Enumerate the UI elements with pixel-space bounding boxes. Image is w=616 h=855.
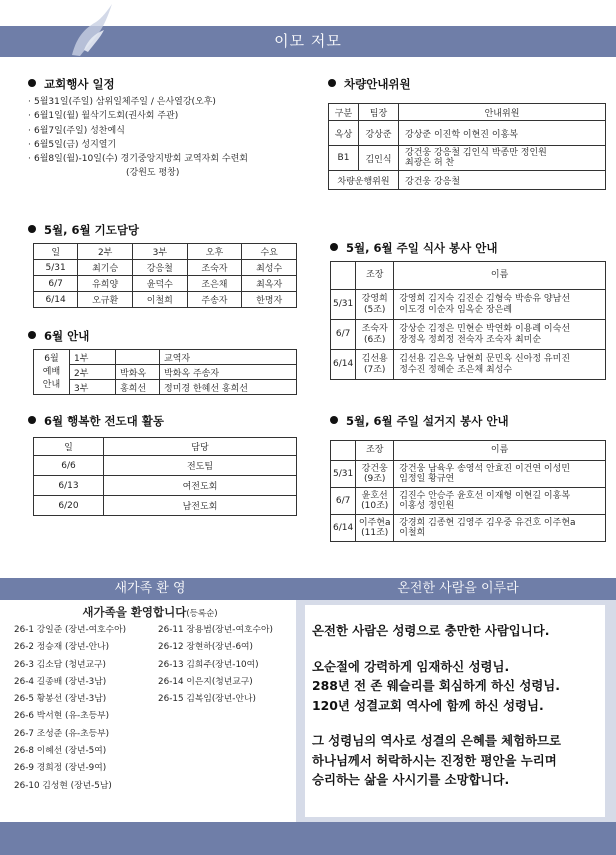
list-item: 26-5 황봉선 (장년-3남) bbox=[14, 694, 107, 705]
parking-title-text: 차량안내위원 bbox=[344, 77, 411, 91]
table-header-cell: 오후 bbox=[187, 244, 242, 260]
table-header-cell: 담당 bbox=[104, 438, 297, 456]
table-cell: 6/20 bbox=[34, 496, 104, 516]
table-cell: 5/31 bbox=[331, 461, 356, 488]
table-cell: 조숙자 (6조) bbox=[356, 320, 394, 350]
dish-table bbox=[330, 440, 606, 542]
table-header-cell: 조장 bbox=[356, 441, 394, 461]
table-cell: 윤호선 (10조) bbox=[356, 488, 394, 515]
table-row bbox=[34, 260, 297, 276]
table-cell: 오규환 bbox=[78, 292, 133, 308]
table-row bbox=[331, 515, 606, 542]
table-cell: 강건웅 강응철 bbox=[399, 171, 606, 190]
table-cell: 주송자 bbox=[187, 292, 242, 308]
prayer-title-text: 5월, 6월 기도담당 bbox=[44, 223, 140, 237]
list-item: 26-3 김소담 (청년교구) bbox=[14, 659, 106, 670]
page-title: 이모 저모 bbox=[274, 32, 342, 50]
table-header-cell: 3부 bbox=[132, 244, 187, 260]
message-line: 하나님께서 허락하시는 진정한 평안을 누리며 bbox=[312, 752, 557, 768]
table-cell: 강응철 bbox=[132, 260, 187, 276]
prayer-section-title bbox=[28, 222, 139, 238]
list-item: 26-15 김복임(장년-안나) bbox=[158, 694, 256, 705]
table-cell: 강상준 bbox=[359, 121, 399, 146]
welcome-heading-text: 새가족을 환영합니다 bbox=[82, 605, 187, 619]
table-cell: 이철희 bbox=[132, 292, 187, 308]
welcome-bar: 새가족 환 영 bbox=[0, 578, 300, 600]
june-title-text: 6월 안내 bbox=[44, 329, 90, 343]
prayer-table bbox=[33, 243, 297, 308]
table-cell: 6/7 bbox=[331, 320, 356, 350]
table-cell: 6/14 bbox=[331, 515, 356, 542]
table-row bbox=[329, 146, 606, 171]
table-header-row bbox=[331, 262, 606, 290]
dish-section-title bbox=[330, 413, 509, 429]
list-item: 26-10 김성현 (장년-5남) bbox=[14, 780, 112, 791]
event-item: · 6월8일(월)-10일(수) 경기중앙지방회 교역자회 수련회 bbox=[28, 152, 298, 166]
table-cell: 이주현a (11조) bbox=[356, 515, 394, 542]
table-header-cell: 일 bbox=[34, 244, 78, 260]
table-cell: 6/7 bbox=[331, 488, 356, 515]
list-item: 26-11 장용범(장년-여호수아) bbox=[158, 625, 273, 635]
table-cell: 강영희 (5조) bbox=[356, 290, 394, 320]
table-row bbox=[34, 350, 297, 365]
table-cell: 한명자 bbox=[242, 292, 297, 308]
list-item: 26-4 길종배 (장년-3남) bbox=[14, 676, 107, 687]
event-item: · 6월7일(주일) 성찬예식 bbox=[28, 124, 298, 138]
table-cell: B1 bbox=[329, 146, 359, 171]
table-header-cell: 수요 bbox=[242, 244, 297, 260]
spirit-message bbox=[312, 621, 606, 790]
table-cell: 김인식 bbox=[359, 146, 399, 171]
event-subnote: (강원도 평창) bbox=[126, 168, 180, 179]
table-row bbox=[34, 365, 297, 380]
table-row bbox=[34, 276, 297, 292]
events-title-text: 교회행사 일정 bbox=[44, 77, 115, 91]
mission-section-title bbox=[28, 413, 164, 429]
table-cell: 강상준 이진학 이현진 이홍복 bbox=[399, 121, 606, 146]
table-header-row bbox=[34, 244, 297, 260]
table-cell: 조은채 bbox=[187, 276, 242, 292]
table-cell: 강경희 김종현 김영주 김우중 유건호 이주현a 이철희 bbox=[394, 515, 606, 542]
table-cell: 최옥자 bbox=[242, 276, 297, 292]
table-cell: 강건웅 (9조) bbox=[356, 461, 394, 488]
bullet-icon bbox=[28, 79, 36, 87]
table-cell: 차량운행위원 bbox=[329, 171, 399, 190]
table-cell: 5/31 bbox=[34, 260, 78, 276]
bullet-icon bbox=[28, 225, 36, 233]
table-row bbox=[331, 350, 606, 380]
list-item: 26-7 조성준 (유-초등부) bbox=[14, 728, 110, 739]
meal-section-title bbox=[330, 240, 497, 256]
table-cell: 홍희선 bbox=[116, 380, 160, 395]
meal-table bbox=[330, 261, 606, 380]
list-item: 26-1 강일준 (장년-여호수아) bbox=[14, 625, 127, 635]
list-item: 26-2 정승재 (장년-안나) bbox=[14, 642, 110, 653]
message-line: 승리하는 삶을 사시기를 소망합니다. bbox=[312, 772, 510, 787]
newcomers-list-left bbox=[14, 622, 159, 795]
dish-title-text: 5월, 6월 주일 설거지 봉사 안내 bbox=[346, 414, 509, 428]
june-worship-table bbox=[33, 349, 297, 395]
table-cell: 6/7 bbox=[34, 276, 78, 292]
table-row bbox=[34, 456, 297, 476]
table-header-cell: 이름 bbox=[394, 262, 606, 290]
footer-bar bbox=[0, 822, 616, 855]
table-cell: 옥상 bbox=[329, 121, 359, 146]
list-item: 26-12 장현하(장년-6여) bbox=[158, 642, 253, 653]
welcome-heading-note: (등록순) bbox=[186, 609, 218, 619]
message-line: 그 성령님의 역사로 성결의 은혜를 체험하므로 bbox=[312, 733, 561, 748]
message-line: 120년 성결교회 역사에 함께 하신 성령님. bbox=[312, 697, 544, 713]
newcomers-list-right bbox=[158, 622, 298, 708]
parking-section-title bbox=[328, 76, 411, 92]
table-cell: 정미경 한혜선 홍희선 bbox=[160, 380, 297, 395]
table-cell: 6/6 bbox=[34, 456, 104, 476]
table-header-cell: 안내위원 bbox=[399, 104, 606, 121]
table-row bbox=[329, 171, 606, 190]
table-header-cell: 구분 bbox=[329, 104, 359, 121]
table-cell: 김선용 (7조) bbox=[356, 350, 394, 380]
welcome-heading bbox=[0, 604, 300, 620]
table-header-cell: 이름 bbox=[394, 441, 606, 461]
table-row bbox=[329, 121, 606, 146]
list-item: 26-14 이은지(청년교구) bbox=[158, 676, 253, 687]
spirit-bar: 온전한 사람을 이루라 bbox=[300, 578, 616, 600]
table-cell: 조숙자 bbox=[187, 260, 242, 276]
table-header-cell bbox=[331, 441, 356, 461]
table-cell: 최기승 bbox=[78, 260, 133, 276]
table-row bbox=[331, 461, 606, 488]
table-row bbox=[34, 496, 297, 516]
message-line: 288년 전 존 웨슬리를 회심하게 하신 성령님. bbox=[312, 678, 560, 693]
table-cell: 유희양 bbox=[78, 276, 133, 292]
table-header-row bbox=[34, 438, 297, 456]
table-header-row bbox=[331, 441, 606, 461]
june-label-cell: 6월 예배 안내 bbox=[34, 350, 70, 395]
table-header-cell: 2부 bbox=[78, 244, 133, 260]
table-row bbox=[331, 290, 606, 320]
table-cell: 강영희 김지숙 김진순 김형숙 박송유 양남선 이도경 이순자 임옥순 장은례 bbox=[394, 290, 606, 320]
bullet-icon bbox=[28, 331, 36, 339]
bullet-icon bbox=[330, 243, 338, 251]
list-item: 26-8 이혜선 (장년-5여) bbox=[14, 746, 107, 757]
table-cell: 전도팀 bbox=[104, 456, 297, 476]
event-item: · 6월1일(월) 월삭기도회(권사회 주관) bbox=[28, 109, 298, 123]
table-cell: 강건웅 강응철 김인식 박종만 정인원 최광은 허 찬 bbox=[399, 146, 606, 171]
table-cell: 김선용 김은옥 남현희 문민옥 신아정 유미진 정수진 정혜순 조은채 최성수 bbox=[394, 350, 606, 380]
list-item: 26-13 김희주(장년-10여) bbox=[158, 659, 259, 670]
table-row bbox=[34, 380, 297, 395]
june-section-title bbox=[28, 328, 89, 344]
mission-title-text: 6월 행복한 전도대 활동 bbox=[44, 414, 164, 428]
table-cell: 박화옥 주송자 bbox=[160, 365, 297, 380]
table-cell: 6/14 bbox=[331, 350, 356, 380]
table-cell: 1부 bbox=[70, 350, 116, 365]
table-cell: 강건웅 남육우 송영석 안효진 이건연 이성민 임정일 황규연 bbox=[394, 461, 606, 488]
events-section-title bbox=[28, 76, 115, 92]
bullet-icon bbox=[328, 79, 336, 87]
table-row bbox=[34, 292, 297, 308]
message-gap bbox=[312, 641, 606, 657]
table-cell bbox=[116, 350, 160, 365]
meal-title-text: 5월, 6월 주일 식사 봉사 안내 bbox=[346, 241, 498, 255]
parking-table bbox=[328, 103, 606, 190]
events-list bbox=[28, 95, 298, 181]
bullet-icon bbox=[28, 416, 36, 424]
table-cell: 3부 bbox=[70, 380, 116, 395]
header-banner bbox=[0, 0, 616, 64]
table-cell: 남전도회 bbox=[104, 496, 297, 516]
table-cell: 강상순 김정은 민현순 박연화 이용례 이숙선 장정옥 정희정 전숙자 조숙자 최미순 bbox=[394, 320, 606, 350]
table-header-cell: 팀장 bbox=[359, 104, 399, 121]
list-item: 26-9 경희정 (장년-9여) bbox=[14, 763, 107, 774]
table-cell: 6/13 bbox=[34, 476, 104, 496]
table-cell: 2부 bbox=[70, 365, 116, 380]
table-cell: 5/31 bbox=[331, 290, 356, 320]
list-item: 26-6 박서현 (유-초등부) bbox=[14, 711, 110, 722]
message-line: 온전한 사람은 성령으로 충만한 사람입니다. bbox=[312, 623, 550, 638]
table-cell: 김진수 안승주 윤호선 이재형 이현길 이홍복 이홍성 정인원 bbox=[394, 488, 606, 515]
table-header-row bbox=[329, 104, 606, 121]
table-cell: 최성수 bbox=[242, 260, 297, 276]
event-item: · 5월31일(주일) 삼위일체주일 / 은사열강(오후) bbox=[28, 95, 298, 109]
table-cell: 여전도회 bbox=[104, 476, 297, 496]
message-line: 오순절에 강력하게 임재하신 성령님. bbox=[312, 658, 510, 674]
table-header-cell bbox=[331, 262, 356, 290]
event-item: · 6월5일(금) 성지열기 bbox=[28, 138, 298, 152]
mission-table bbox=[33, 437, 297, 516]
table-cell: 6/14 bbox=[34, 292, 78, 308]
bullet-icon bbox=[330, 416, 338, 424]
table-row bbox=[331, 320, 606, 350]
table-row bbox=[331, 488, 606, 515]
table-header-cell: 일 bbox=[34, 438, 104, 456]
message-gap bbox=[312, 715, 606, 731]
table-cell: 박화옥 bbox=[116, 365, 160, 380]
table-row bbox=[34, 476, 297, 496]
table-header-cell: 조장 bbox=[356, 262, 394, 290]
table-cell: 교역자 bbox=[160, 350, 297, 365]
table-cell: 윤덕수 bbox=[132, 276, 187, 292]
